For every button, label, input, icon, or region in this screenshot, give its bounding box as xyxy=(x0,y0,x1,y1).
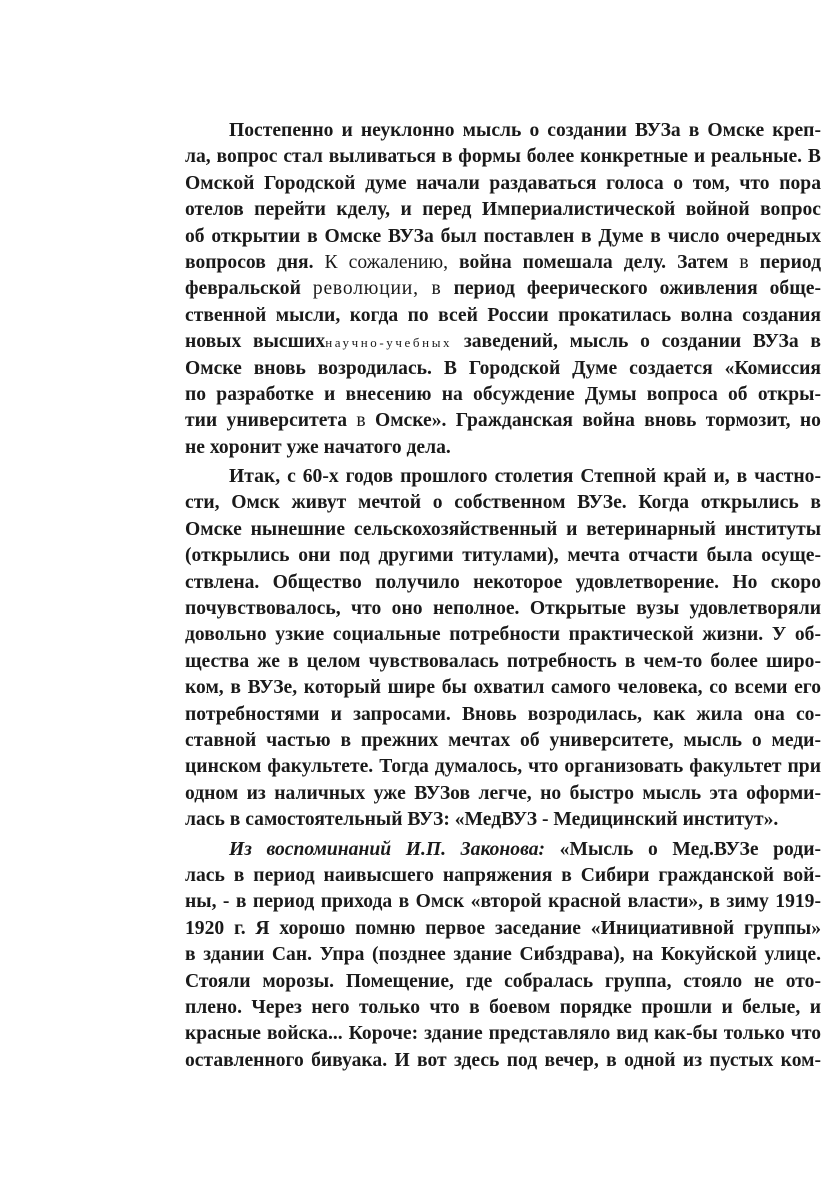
text-run: война помешала делу. Затем xyxy=(448,251,740,273)
text-line xyxy=(185,728,821,754)
text-run: период xyxy=(748,251,821,273)
text-run: ствлена. Общество получило некоторое удовлетворение. Но скоро xyxy=(185,571,821,593)
text-run: (открылись они под другими титулами), мечта отчасти была осуще- xyxy=(185,545,821,567)
text-run: красные войска... Короче: здание представляло вид как-бы только что xyxy=(185,1023,821,1045)
text-run: новых высших xyxy=(185,331,326,353)
paragraph xyxy=(185,118,821,461)
text-line xyxy=(185,807,821,833)
text-line xyxy=(185,675,821,701)
text-run: в xyxy=(739,251,749,273)
text-run: щества же в целом чувствовалась потребность в чем-то более широ- xyxy=(185,650,821,672)
text-run: плено. Через него только что в боевом порядке прошли и белые, и xyxy=(185,996,821,1018)
text-run: сти, Омск живут мечтой о собственном ВУЗе. Когда открылись в xyxy=(185,492,821,514)
text-line xyxy=(185,356,821,382)
text-run: не хоронит уже начатого дела. xyxy=(185,436,451,458)
text-run: Омской Городской думе начали раздаваться голоса о том, что пора xyxy=(185,172,821,194)
text-line xyxy=(185,408,821,434)
text-run: Стояли морозы. Помещение, где собралась группа, стояло не ото- xyxy=(185,970,821,992)
text-line xyxy=(185,863,821,889)
text-run: довольно узкие социальные потребности практической жизни. У об- xyxy=(185,624,821,646)
text-run: одном из наличных уже ВУЗов легче, но быстро мысль эта оформи- xyxy=(185,782,821,804)
text-line xyxy=(185,969,821,995)
text-run: заведений, мысль о создании ВУЗа в xyxy=(452,331,821,353)
text-run: ственной мысли, когда по всей России прокатилась волна создания xyxy=(185,304,821,326)
text-line xyxy=(185,649,821,675)
body-text xyxy=(185,118,821,1074)
text-run: Омске вновь возродилась. В Городской Думе создается «Комиссия xyxy=(185,357,821,379)
text-line xyxy=(185,144,821,170)
text-line xyxy=(185,303,821,329)
text-run: вопросов дня. xyxy=(185,251,325,273)
text-run: «Мысль о Мед.ВУЗе роди- xyxy=(545,838,822,860)
text-line xyxy=(185,250,821,276)
text-run: цинском факультете. Тогда думалось, что организовать факультет при xyxy=(185,756,821,778)
text-line xyxy=(185,781,821,807)
paragraph xyxy=(185,837,821,1075)
text-line xyxy=(185,837,821,863)
text-run: ставной частью в прежних мечтах об университете, мысль о меди- xyxy=(185,729,821,751)
text-run: тии университета xyxy=(185,410,357,432)
text-run: период феерического оживления обще- xyxy=(441,278,821,300)
citation-source: Из воспоминаний И.П. Законова: xyxy=(229,838,546,860)
text-run: об открытии в Омске ВУЗа был поставлен в Думе в число очередных xyxy=(185,225,821,247)
text-run: оставленного бивуака. И вот здесь под вечер, в одной из пустых ком- xyxy=(185,1049,821,1071)
text-run: Постепенно и неуклонно мысль о создании ВУЗа в Омске креп- xyxy=(229,120,821,141)
text-line xyxy=(185,570,821,596)
text-line xyxy=(185,889,821,915)
text-run: по разработке и внесению на обсуждение Думы вопроса об откры- xyxy=(185,383,821,405)
text-line xyxy=(185,490,821,516)
text-run: почувствовалось, что оно неполное. Открытые вузы удовлетворяли xyxy=(185,598,821,620)
text-line xyxy=(185,517,821,543)
text-run: Итак, с 60-х годов прошлого столетия Степной край и, в частно- xyxy=(229,466,821,488)
text-line xyxy=(185,1021,821,1047)
text-run: революции, в xyxy=(312,278,442,300)
text-run: научно-учебных xyxy=(325,335,453,351)
text-line xyxy=(185,916,821,942)
text-line xyxy=(185,118,821,144)
text-line xyxy=(185,224,821,250)
text-run: лась в период наивысшего напряжения в Сибири гражданской вой- xyxy=(185,864,821,886)
text-run: февральской xyxy=(185,278,313,300)
text-run: лась в самостоятельный ВУЗ: «МедВУЗ - Медицинский институт». xyxy=(185,809,779,831)
text-run: 1920 г. Я хорошо помню первое заседание «Инициативной группы» xyxy=(185,917,821,939)
text-line xyxy=(185,995,821,1021)
text-line xyxy=(185,435,821,461)
text-line xyxy=(185,942,821,968)
text-line xyxy=(185,702,821,728)
text-line xyxy=(185,622,821,648)
text-run: ком, в ВУЗе, который шире бы охватил самого человека, со всеми его xyxy=(185,677,821,699)
text-run: в xyxy=(356,410,366,432)
text-run: Омске нынешние сельскохозяйственный и ветеринарный институты xyxy=(185,518,821,540)
text-line xyxy=(185,329,821,355)
text-line xyxy=(185,543,821,569)
text-run: К сожалению, xyxy=(324,251,449,273)
text-line xyxy=(185,197,821,223)
text-line xyxy=(185,464,821,490)
text-run: отелов перейти кделу, и перед Империалистической войной вопрос xyxy=(185,199,821,221)
text-line xyxy=(185,276,821,302)
text-run: в здании Сан. Упра (позднее здание Сибздрава), на Кокуйской улице. xyxy=(185,944,821,966)
text-run: потребностями и запросами. Вновь возродилась, как жила она со- xyxy=(185,703,821,725)
text-line xyxy=(185,754,821,780)
paragraph xyxy=(185,464,821,833)
text-run: Омске». Гражданская война вновь тормозит, но xyxy=(365,410,821,432)
text-run: ла, вопрос стал выливаться в формы более конкретные и реальные. В xyxy=(185,146,821,168)
text-line xyxy=(185,1048,821,1074)
text-line xyxy=(185,171,821,197)
text-line xyxy=(185,382,821,408)
text-line xyxy=(185,596,821,622)
text-run: ны, - в период прихода в Омск «второй красной власти», в зиму 1919- xyxy=(185,891,821,913)
